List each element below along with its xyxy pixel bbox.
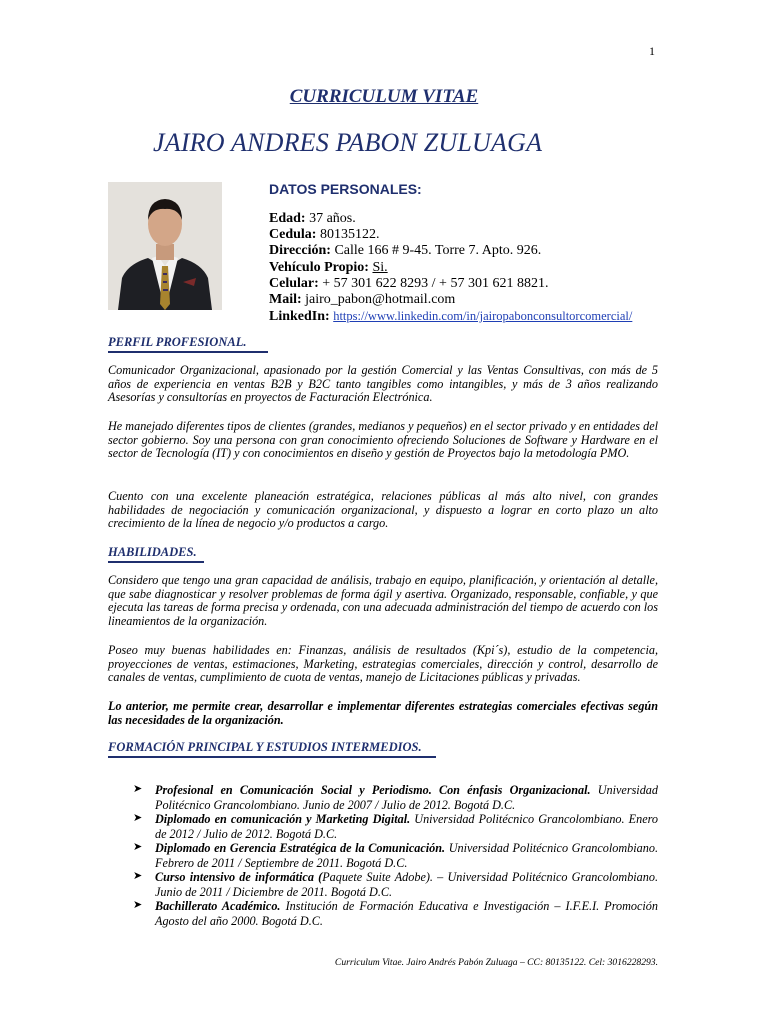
- education-heading: FORMACIÓN PRINCIPAL Y ESTUDIOS INTERMEDIOS.: [108, 740, 422, 754]
- arrow-bullet-icon: ➤: [133, 870, 143, 882]
- linkedin-row: [269, 308, 632, 325]
- phone-row: [269, 276, 632, 292]
- list-item: [133, 812, 658, 841]
- linkedin-link[interactable]: https://www.linkedin.com/in/jairopabonconsultorcomercial/: [333, 309, 633, 324]
- phone-label: Celular:: [269, 275, 319, 291]
- linkedin-label: LinkedIn:: [269, 309, 330, 325]
- education-detail: Universidad Politécnico Grancolombiano. Febrero de 2011 / Septiembre de 2011. Bogotá D.C.: [155, 841, 658, 870]
- list-item: [133, 870, 658, 899]
- skills-paragraph-1: Considero que tengo una gran capacidad de análisis, trabajo en equipo, planificación, y orientación al detalle, que sabe diagnosticar y resolver problemas de forma ágil y asertiva. Organizado, responsable, confiable, y que ejecuta las tareas de forma precisa y ordenada, con una adecuada administración del tiempo de acuerdo con los lineamientos de la organización.: [108, 573, 658, 629]
- id-value: 80135122.: [319, 227, 380, 243]
- education-heading-rule: [108, 756, 436, 758]
- skills-paragraph-2: Poseo muy buenas habilidades en: Finanzas, análisis de resultados (Kpi´s), estudio de la competencia, proyecciones de ventas, estimaciones, Marketing, estrategias comerciales, dirección y control, desarrollo de canales de ventas, cumplimiento de cuota de ventas, manejo de Licitaciones públicas y privadas.: [108, 643, 658, 685]
- skills-paragraph-3: Lo anterior, me permite crear, desarrollar e implementar diferentes estrategias comerciales efectivas según las necesidades de la organización.: [108, 699, 658, 727]
- person-name: JAIRO ANDRES PABON ZULUAGA: [153, 128, 543, 157]
- id-row: [269, 227, 632, 243]
- address-label: Dirección:: [269, 243, 331, 259]
- education-title: Diplomado en comunicación y Marketing Digital.: [155, 812, 411, 826]
- age-value: 37 años.: [309, 211, 356, 226]
- profile-paragraph-1: Comunicador Organizacional, apasionado por la gestión Comercial y las Ventas Consultivas, con más de 5 años de experiencia en ventas B2B y B2C tanto tangibles como intangibles, y más de 3 años realizando Asesorías y consultorías en proyectos de Facturación Electrónica.: [108, 363, 658, 405]
- personal-data-heading: DATOS PERSONALES:: [269, 181, 422, 197]
- page-footer: Curriculum Vitae. Jairo Andrés Pabón Zuluaga – CC: 80135122. Cel: 3016228293.: [334, 957, 658, 968]
- skills-heading-rule: [108, 561, 204, 563]
- profile-heading: PERFIL PROFESIONAL.: [108, 335, 247, 349]
- mail-row: [269, 292, 632, 308]
- education-title: Profesional en Comunicación Social y Periodismo. Con énfasis Organizacional.: [155, 783, 591, 797]
- education-list: [133, 783, 658, 928]
- age-label: Edad:: [269, 211, 306, 226]
- profile-photo: [108, 182, 222, 310]
- document-title: CURRICULUM VITAE: [289, 86, 479, 107]
- list-item: [133, 899, 658, 928]
- education-title: Diplomado en Gerencia Estratégica de la Comunicación.: [155, 841, 446, 855]
- page-number: 1: [649, 44, 655, 58]
- arrow-bullet-icon: ➤: [133, 783, 143, 795]
- arrow-bullet-icon: ➤: [133, 841, 143, 853]
- mail-value: jairo_pabon@hotmail.com: [305, 292, 456, 308]
- education-title: Curso intensivo de informática (: [155, 870, 323, 884]
- vehicle-label: Vehículo Propio:: [269, 259, 369, 275]
- mail-label: Mail:: [269, 292, 302, 308]
- vehicle-row: [269, 260, 632, 276]
- education-detail: Universidad Politécnico Grancolombiano. Junio de 2007 / Julio de 2012. Bogotá D.C.: [155, 783, 658, 812]
- profile-heading-rule: [108, 351, 268, 353]
- vehicle-value: Si.: [372, 259, 388, 275]
- education-detail: Universidad Politécnico Grancolombiano. Enero de 2012 / Julio de 2012. Bogotá D.C.: [155, 812, 658, 841]
- id-label: Cedula:: [269, 227, 317, 243]
- education-detail: Paquete Suite Adobe). – Universidad Politécnico Grancolombiano. Junio de 2011 / Diciembre de 2011. Bogotá D.C.: [155, 870, 658, 899]
- personal-data-list: [269, 211, 632, 325]
- arrow-bullet-icon: ➤: [133, 899, 143, 911]
- list-item: [133, 783, 658, 812]
- education-title: Bachillerato Académico.: [155, 899, 281, 913]
- arrow-bullet-icon: ➤: [133, 812, 143, 824]
- profile-paragraph-2: He manejado diferentes tipos de clientes (grandes, medianos y pequeños) en el sector privado y en entidades del sector gobierno. Soy una persona con gran conocimiento ofreciendo Soluciones de Software y Hardware en el sector de Tecnología (IT) y con conocimientos en diseño y gestión de Proyectos bajo la metodología PMO.: [108, 419, 658, 461]
- profile-paragraph-3: Cuento con una excelente planeación estratégica, relaciones públicas al más alto nivel, con grandes habilidades de negociación y comunicación organizacional, y dispuesto a lograr en corto plazo un alto crecimiento de la línea de negocio y/o productos a cargo.: [108, 489, 658, 531]
- address-row: [269, 243, 632, 259]
- skills-heading: HABILIDADES.: [108, 545, 197, 559]
- address-value: Calle 166 # 9-45. Torre 7. Apto. 926.: [334, 243, 542, 259]
- list-item: [133, 841, 658, 870]
- education-detail: Institución de Formación Educativa e Investigación – I.F.E.I. Promoción Agosto del año 2000. Bogotá D.C.: [155, 899, 658, 928]
- age-row: [269, 211, 632, 227]
- phone-value: + 57 301 622 8293 / + 57 301 621 8821.: [322, 275, 549, 291]
